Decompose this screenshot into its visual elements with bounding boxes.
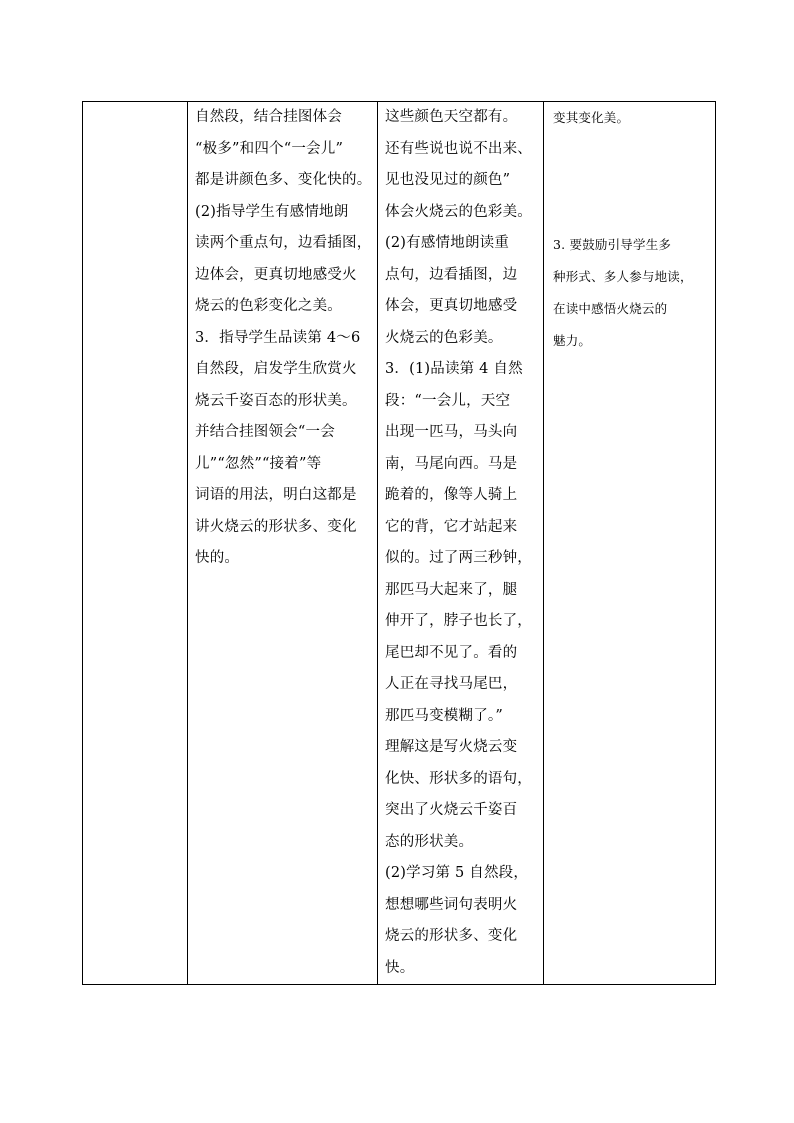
design-intent-top-text: 变其变化美。 [553, 110, 630, 125]
spacer [544, 134, 715, 229]
lesson-plan-table [82, 101, 716, 985]
student-activity-cell [378, 102, 544, 985]
design-intent-bottom-text: 3. 要鼓励引导学生多 种形式、多人参与地读， 在读中感悟火烧云的 魅力。 [553, 237, 693, 348]
design-intent-cell [544, 102, 716, 985]
table-row [83, 102, 716, 985]
student-activity-text: 这些颜色天空都有。 还有些说也说不出来、 见也没见过的颜色” 体会火烧云的色彩美。 (2)有感情地朗读重 点句，边看插图，边 体会，更真切地感受 火烧云的色彩美。 3．(1)品读第 4 自然 段：“一会儿，天空 出现一匹马，马头向 南，马尾向西。马是 跪着的，像等人骑上 它的背，它才站起来 似的。过了两三秒钟， 那匹马大起来了，腿 伸开了，脖子也长了， 尾巴却不见了。看的 人正在寻找马尾巴， 那匹马变模糊了。” 理解这是写火烧云变 化快、形状多的语句， 突出了火烧云千姿百 态的形状美。 (2)学习第 5 自然段， 想想哪些词句表明火 烧云的形状多、变化 快。 [385, 109, 532, 976]
teacher-activity-text: 自然段，结合挂图体会 “极多”和四个“一会儿” 都是讲颜色多、变化快的。 (2)指导学生有感情地朗 读两个重点句，边看插图， 边体会，更真切地感受火 烧云的色彩变化之美。 3．指导学生品读第 4～6 自然段，启发学生欣赏火 烧云千姿百态的形状美。 并结合挂图领会“一会 儿”“忽然”“接着”等 词语的用法，明白这都是 讲火烧云的形状多、变化 快的。 [195, 109, 372, 566]
teacher-activity-cell [188, 102, 378, 985]
empty-cell [83, 102, 188, 985]
